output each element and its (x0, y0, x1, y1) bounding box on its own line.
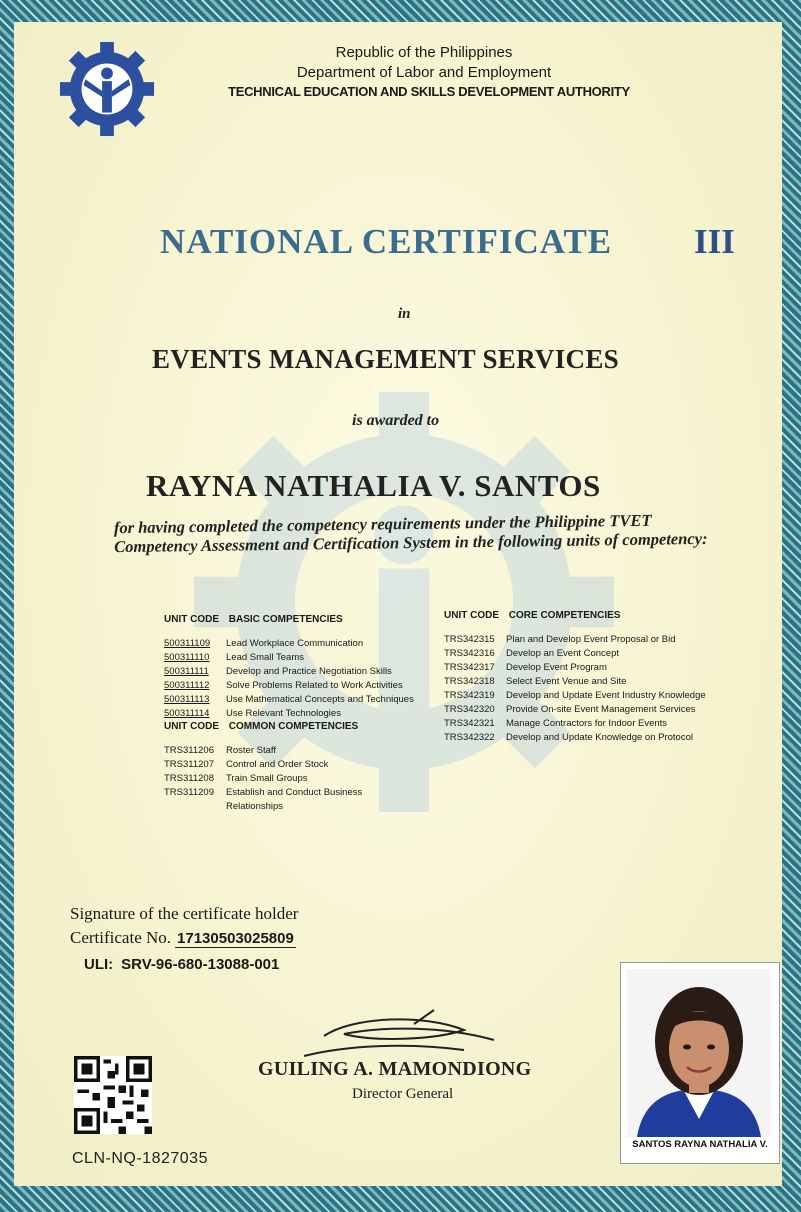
basic-competencies (164, 614, 414, 814)
list-item: TRS342318 Select Event Venue and Site (444, 676, 627, 687)
list-item: 500311109 Lead Workplace Communication (164, 638, 364, 649)
holder-name: RAYNA NATHALIA V. SANTOS (146, 468, 601, 503)
list-item: TRS342320 Provide On-site Event Management Services (444, 704, 696, 715)
signatory-name: GUILING A. MAMONDIONG (258, 1058, 532, 1080)
list-item: TRS311209 Establish and Conduct Business (164, 787, 363, 798)
in-text: in (398, 306, 411, 322)
photo-caption: SANTOS RAYNA NATHALIA V. (632, 1139, 768, 1150)
core-competencies (444, 610, 706, 745)
list-item: 500311110 Lead Small Teams (164, 652, 304, 663)
holder-signature-label: Signature of the certificate holder (70, 904, 299, 923)
control-number: CLN-NQ-1827035 (72, 1150, 208, 1167)
list-item-continuation: Relationships (226, 801, 284, 812)
list-item: 500311114 Use Relevant Technologies (164, 708, 341, 719)
list-item: 500311112 Solve Problems Related to Work Activities (164, 680, 403, 691)
list-item: TRS342319 Develop and Update Event Industry Knowledge (444, 690, 706, 701)
completion-statement: for having completed the competency requirements under the Philippine TVET Competency Assessment and Certification System in the following units of competency: (113, 510, 708, 557)
common-header: UNIT CODE COMMON COMPETENCIES (164, 721, 359, 732)
certificate-number: Certificate No. 17130503025809 (70, 928, 294, 947)
list-item: TRS342317 Develop Event Program (444, 662, 607, 673)
list-item: TRS342321 Manage Contractors for Indoor Events (444, 718, 668, 729)
qr-code-icon (74, 1056, 152, 1134)
signatory-title: Director General (352, 1086, 454, 1102)
list-item: 500311111 Develop and Practice Negotiation Skills (164, 666, 392, 677)
header-republic: Republic of the Philippines (335, 44, 513, 61)
certificate-level: III (694, 222, 735, 261)
qualification-title: EVENTS MANAGEMENT SERVICES (152, 344, 619, 374)
list-item: TRS342315 Plan and Develop Event Proposal or Bid (444, 634, 676, 645)
header-agency: TECHNICAL EDUCATION AND SKILLS DEVELOPMENT AUTHORITY (228, 84, 630, 99)
awarded-to-text: is awarded to (352, 412, 440, 429)
list-item: TRS342316 Develop an Event Concept (444, 648, 620, 659)
certificate-title: NATIONAL CERTIFICATE (160, 222, 613, 261)
list-item: TRS311207 Control and Order Stock (164, 759, 329, 770)
uli-value: SRV-96-680-13088-001 (121, 956, 280, 973)
header-department: Department of Labor and Employment (296, 64, 552, 81)
list-item: TRS311208 Train Small Groups (164, 773, 308, 784)
list-item: 500311113 Use Mathematical Concepts and Techniques (164, 694, 414, 705)
uli: ULI: SRV-96-680-13088-001 (84, 956, 280, 973)
holder-photo (627, 969, 771, 1137)
list-item: TRS342322 Develop and Update Knowledge on Protocol (444, 732, 693, 743)
holder-photo-card (620, 962, 780, 1164)
basic-header: UNIT CODE BASIC COMPETENCIES (164, 614, 343, 625)
certificate-number-value: 17130503025809 (177, 930, 294, 947)
certificate-paper (14, 22, 782, 1186)
core-header: UNIT CODE CORE COMPETENCIES (444, 610, 621, 621)
tesda-gear-logo-icon (58, 40, 156, 138)
list-item: TRS311206 Roster Staff (164, 745, 276, 756)
